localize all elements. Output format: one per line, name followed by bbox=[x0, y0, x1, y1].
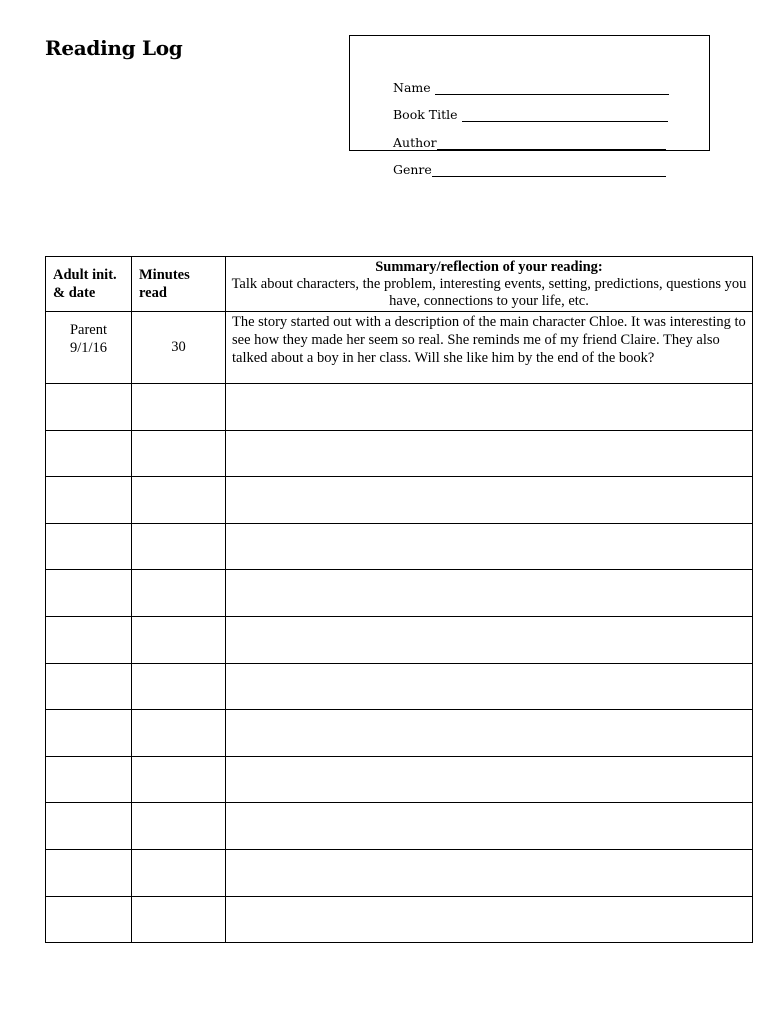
table-header-row bbox=[46, 257, 753, 312]
table-row bbox=[46, 477, 753, 524]
table-row bbox=[46, 384, 753, 431]
minutes-read-header bbox=[132, 257, 226, 312]
minutes-cell[interactable] bbox=[132, 384, 226, 431]
minutes-cell[interactable] bbox=[132, 896, 226, 943]
minutes-cell[interactable] bbox=[132, 756, 226, 803]
page-title: Reading Log bbox=[45, 36, 183, 60]
example-summary-cell[interactable] bbox=[226, 312, 753, 384]
minutes-cell[interactable] bbox=[132, 523, 226, 570]
adult-initials-cell[interactable] bbox=[46, 523, 132, 570]
adult-initials-cell[interactable] bbox=[46, 477, 132, 524]
table-row bbox=[46, 570, 753, 617]
minutes-cell[interactable] bbox=[132, 803, 226, 850]
summary-cell[interactable] bbox=[226, 756, 753, 803]
minutes-cell[interactable] bbox=[132, 849, 226, 896]
example-minutes: 30 bbox=[171, 339, 186, 355]
author-label: Author bbox=[393, 135, 437, 150]
example-adult-cell[interactable] bbox=[46, 312, 132, 384]
name-line[interactable] bbox=[435, 81, 669, 95]
table-row bbox=[46, 710, 753, 757]
table-row bbox=[46, 523, 753, 570]
adult-initials-cell[interactable] bbox=[46, 849, 132, 896]
genre-field[interactable] bbox=[393, 159, 666, 177]
table-row bbox=[46, 616, 753, 663]
adult-initials-cell[interactable] bbox=[46, 430, 132, 477]
book-title-label: Book Title bbox=[393, 107, 458, 122]
minutes-cell[interactable] bbox=[132, 616, 226, 663]
author-field[interactable] bbox=[393, 132, 666, 150]
summary-cell[interactable] bbox=[226, 570, 753, 617]
adult-header-line2: & date bbox=[53, 285, 96, 301]
summary-header-prompt: Talk about characters, the problem, interesting events, setting, predictions, questions you have, connections to your life, etc. bbox=[231, 275, 747, 309]
example-row bbox=[46, 312, 753, 384]
example-adult-name: Parent bbox=[69, 322, 108, 338]
adult-initials-cell[interactable] bbox=[46, 384, 132, 431]
adult-initials-cell[interactable] bbox=[46, 756, 132, 803]
minutes-cell[interactable] bbox=[132, 710, 226, 757]
book-title-line[interactable] bbox=[462, 108, 668, 122]
table-row bbox=[46, 756, 753, 803]
minutes-cell[interactable] bbox=[132, 663, 226, 710]
adult-header-line1: Adult init. bbox=[53, 267, 117, 283]
adult-initials-header bbox=[46, 257, 132, 312]
adult-initials-cell[interactable] bbox=[46, 663, 132, 710]
minutes-header-line1: Minutes bbox=[139, 267, 190, 283]
table-row bbox=[46, 849, 753, 896]
minutes-cell[interactable] bbox=[132, 570, 226, 617]
summary-cell[interactable] bbox=[226, 430, 753, 477]
book-info-box bbox=[349, 35, 710, 177]
summary-header-title: Summary/reflection of your reading: bbox=[375, 258, 603, 275]
summary-cell[interactable] bbox=[226, 896, 753, 943]
author-line[interactable] bbox=[437, 136, 666, 150]
summary-cell[interactable] bbox=[226, 477, 753, 524]
table-row bbox=[46, 663, 753, 710]
example-adult-date: 9/1/16 bbox=[69, 340, 108, 356]
minutes-cell[interactable] bbox=[132, 477, 226, 524]
reading-log-table bbox=[45, 256, 753, 943]
summary-cell[interactable] bbox=[226, 849, 753, 896]
adult-initials-cell[interactable] bbox=[46, 710, 132, 757]
table-row bbox=[46, 803, 753, 850]
example-minutes-cell[interactable] bbox=[132, 312, 226, 384]
adult-initials-cell[interactable] bbox=[46, 896, 132, 943]
summary-header bbox=[226, 257, 753, 312]
summary-cell[interactable] bbox=[226, 803, 753, 850]
adult-initials-cell[interactable] bbox=[46, 803, 132, 850]
minutes-header-line2: read bbox=[139, 285, 167, 301]
book-title-field[interactable] bbox=[393, 104, 668, 122]
genre-line[interactable] bbox=[432, 163, 666, 177]
table-row bbox=[46, 896, 753, 943]
adult-initials-cell[interactable] bbox=[46, 570, 132, 617]
genre-label: Genre bbox=[393, 162, 432, 177]
summary-cell[interactable] bbox=[226, 384, 753, 431]
adult-initials-cell[interactable] bbox=[46, 616, 132, 663]
name-field[interactable] bbox=[393, 77, 669, 95]
summary-cell[interactable] bbox=[226, 710, 753, 757]
summary-cell[interactable] bbox=[226, 523, 753, 570]
example-summary-text: The story started out with a description of the main character Chloe. It was interesting to see how they made her seem so real. She reminds me of my friend Claire. They also talked about a boy in her class. Will she like him by the end of the book? bbox=[232, 314, 746, 366]
minutes-cell[interactable] bbox=[132, 430, 226, 477]
summary-cell[interactable] bbox=[226, 616, 753, 663]
name-label: Name bbox=[393, 80, 431, 95]
table-row bbox=[46, 430, 753, 477]
summary-cell[interactable] bbox=[226, 663, 753, 710]
